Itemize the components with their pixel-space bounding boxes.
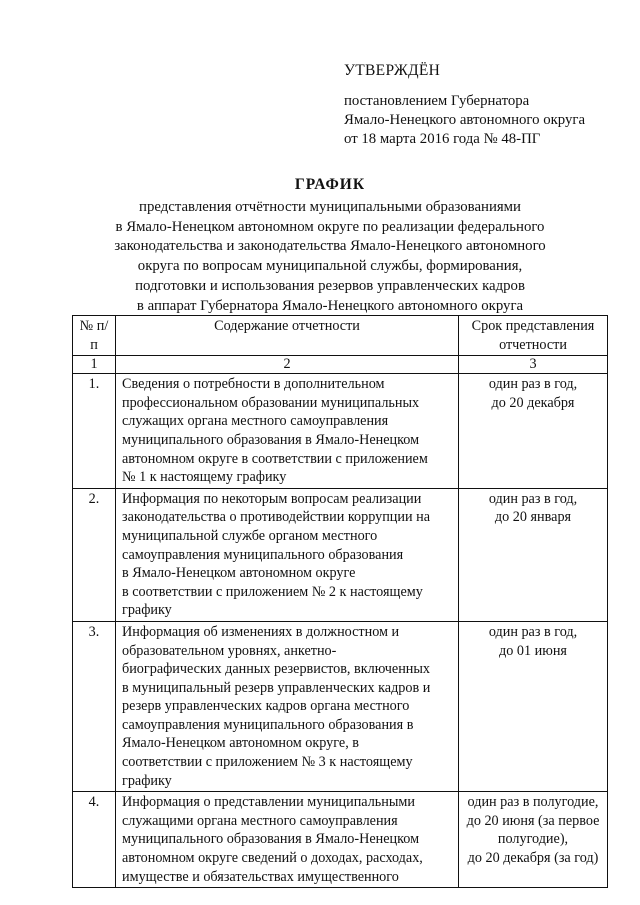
header-number-line: №	[79, 318, 94, 334]
header-deadline-line: Срок представления	[471, 318, 595, 334]
column-index-cell: 3	[459, 356, 608, 374]
content-line: служащих органа местного самоуправления	[122, 413, 389, 430]
content-line: автономном округе в соответствии с приложением	[122, 450, 428, 467]
row-content	[116, 792, 459, 888]
document-subtitle-line: округа по вопросам муниципальной службы, формирования,	[137, 258, 523, 275]
content-line: биографических данных резервистов, включенных	[122, 661, 431, 678]
approval-line: постановлением Губернатора	[344, 93, 530, 109]
document-heading	[40, 176, 620, 316]
content-line: № 1 к настоящему графику	[122, 469, 287, 486]
deadline-line: полугодие),	[497, 831, 569, 848]
content-line: в муниципальный резерв управленческих кадров и	[122, 679, 431, 696]
content-line: самоуправления муниципального образования в	[122, 716, 414, 733]
row-number: 4.	[73, 792, 116, 888]
document-subtitle-line: в Ямало-Ненецком автономном округе по реализации федерального	[115, 218, 545, 235]
header-content: Содержание отчетности	[116, 316, 459, 356]
header-deadline-line: отчетности	[499, 336, 567, 353]
row-content	[116, 488, 459, 621]
approval-title: УТВЕРЖДЁН	[344, 62, 441, 79]
deadline-line: до 01 июня	[499, 642, 567, 659]
deadline-line: один раз в год,	[488, 376, 578, 393]
document-title: ГРАФИК	[294, 176, 366, 193]
row-deadline	[459, 488, 608, 621]
content-line: автономном округе сведений о доходах, расходах,	[122, 850, 423, 867]
content-line: законодательства о противодействии коррупции на	[122, 509, 431, 526]
deadline-line: один раз в год,	[488, 623, 578, 640]
content-line: имуществе и обязательствах имущественного	[122, 868, 399, 885]
content-line: образовательном уровнях, анкетно-	[122, 642, 337, 659]
approval-line: от 18 марта 2016 года № 48-ПГ	[344, 131, 541, 147]
content-line: Ямало-Ненецком автономном округе, в	[122, 735, 360, 752]
content-line: графику	[122, 602, 172, 619]
approval-line: Ямало-Ненецкого автономного округа	[344, 112, 586, 128]
row-deadline	[459, 374, 608, 489]
table-header-row	[73, 316, 608, 356]
deadline-line: до 20 декабря (за год)	[467, 850, 599, 867]
deadline-line: один раз в год,	[488, 490, 578, 507]
content-line: в Ямало-Ненецком автономном округе	[122, 565, 356, 582]
content-line: резерв управленческих кадров органа местного	[122, 698, 410, 715]
row-deadline	[459, 621, 608, 791]
content-line: муниципального образования в Ямало-Ненецком	[122, 431, 420, 448]
column-index-row	[73, 356, 608, 374]
content-line: соответствии с приложением № 3 к настоящему	[122, 754, 413, 771]
table-row	[73, 488, 608, 621]
table-row	[73, 374, 608, 489]
content-line: служащими органа местного самоуправления	[122, 812, 398, 829]
document-subtitle-line: представления отчётности муниципальными образованиями	[139, 199, 521, 215]
deadline-line: до 20 декабря	[491, 394, 575, 411]
table-row	[73, 621, 608, 791]
header-deadline	[459, 316, 608, 356]
row-number: 2.	[73, 488, 116, 621]
row-deadline	[459, 792, 608, 888]
document-subtitle-line: законодательства и законодательства Ямало-Ненецкого автономного	[114, 238, 546, 255]
content-line: Информация о представлении муниципальными	[122, 794, 415, 811]
deadline-line: до 20 июня (за первое	[466, 812, 600, 829]
content-line: самоуправления муниципального образования	[122, 546, 404, 563]
approval-stamp	[344, 62, 585, 149]
row-number: 1.	[73, 374, 116, 489]
row-content	[116, 374, 459, 489]
row-content	[116, 621, 459, 791]
content-line: муниципального образования в Ямало-Ненецком	[122, 831, 420, 848]
header-number	[73, 316, 116, 356]
deadline-line: до 20 января	[494, 509, 572, 526]
column-index-cell: 2	[116, 356, 459, 374]
document-subtitle-line: подготовки и использования резервов управленческих кадров	[135, 277, 525, 294]
content-line: в соответствии с приложением № 2 к настоящему	[122, 583, 423, 600]
table-row	[73, 792, 608, 888]
header-number-line: п/п	[90, 318, 109, 353]
schedule-table	[72, 315, 608, 888]
content-line: Сведения о потребности в дополнительном	[122, 376, 385, 393]
deadline-line: один раз в полугодие,	[467, 794, 599, 811]
content-line: графику	[122, 772, 172, 789]
content-line: Информация об изменениях в должностном и	[122, 623, 400, 640]
content-line: профессиональном образовании муниципальных	[122, 394, 420, 411]
content-line: Информация по некоторым вопросам реализации	[122, 490, 422, 507]
row-number: 3.	[73, 621, 116, 791]
column-index-cell: 1	[73, 356, 116, 374]
document-subtitle-line: в аппарат Губернатора Ямало-Ненецкого автономного округа	[136, 297, 524, 314]
content-line: муниципальной службе органом местного	[122, 527, 378, 544]
